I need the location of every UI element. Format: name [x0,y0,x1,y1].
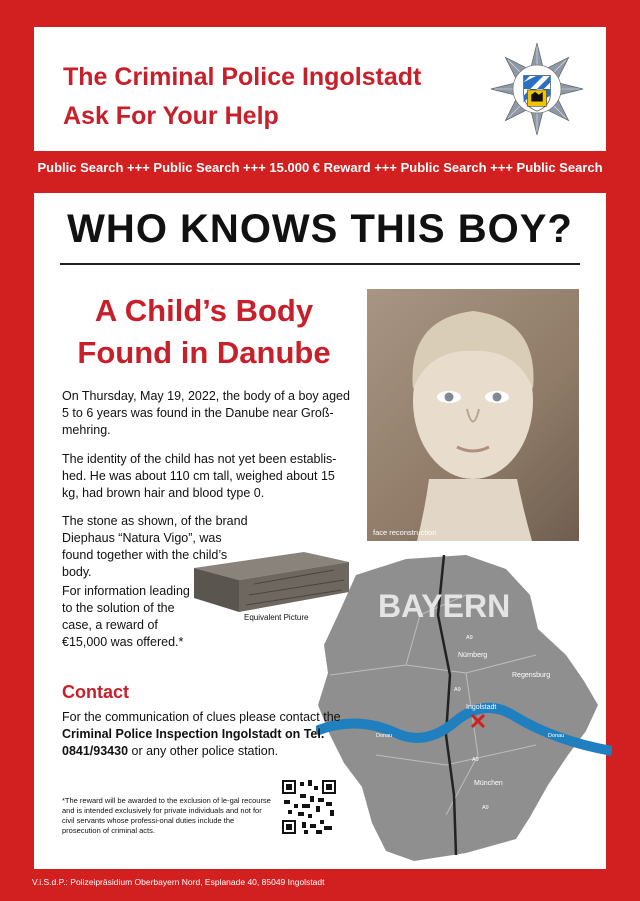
ticker-text: Public Search +++ Public Search +++ 15.000 € Reward +++ Public Search +++ Public Search [37,160,603,175]
main-panel [34,193,606,869]
bust-illustration [367,289,579,541]
map-road-a9-low: A9 [472,757,479,763]
contact-phone: Tel. 0841/93430 [62,727,325,758]
map-city-munchen: München [474,780,503,787]
divider [60,263,580,265]
map-city-nurnberg: Nürnberg [458,652,488,659]
face-reconstruction-image [367,289,579,541]
map-river-left: Donau [376,733,393,739]
paragraph-reward: For information leading to the solution of the case, a reward of €15,000 was offered.* [62,584,190,649]
paragraph-discovery: On Thursday, May 19, 2022, the body of a boy aged 5 to 6 years was found in the Danube near Groß-mehring. [62,389,350,437]
contact-text-after: or any other police station. [128,744,279,758]
map-region-label: BAYERN [378,588,511,624]
contact-text-before: For the communication of clues please contact the [62,710,341,724]
map-city-regensburg: Regensburg [512,672,551,679]
contact-inspection: Criminal Police Inspection Ingolstadt on [62,727,301,741]
paragraph-identity: The identity of the child has not yet been establis-hed. He was about 110 cm tall, weighed about 15 kg, had brown hair and blood type 0. [62,452,337,500]
reward-footnote: *The reward will be awarded to the exclusion of le-gal recourse and is intended exclusively for private individuals and not for civil servants whose professi-onal duties include the prosecution of criminal acts. [62,796,271,835]
subheadline-line2: Found in Danube [77,335,331,370]
header-panel [34,27,606,151]
map-road-a9-bottom: A9 [482,805,489,811]
contact-text [62,709,362,760]
map-city-ingolstadt: Ingolstadt [466,704,497,711]
bust-caption: face reconstruction [373,528,437,537]
stone-caption: Equivalent Picture [244,613,309,622]
page-title-line2: Ask For Your Help [63,102,279,130]
map-river-right: Donau [548,733,565,739]
police-star-icon [489,41,585,137]
map-road-a9-top: A9 [466,635,473,641]
headline: WHO KNOWS THIS BOY? [67,207,573,251]
page-title-line1: The Criminal Police Ingolstadt [63,63,422,91]
paragraph-stone: The stone as shown, of the brand Diephaus “Natura Vigo”, was found together with the child’s body. [62,514,248,579]
subheadline-line1: A Child’s Body [94,293,314,328]
qr-code-icon [280,778,338,836]
imprint: V.i.S.d.P.: Polizeipräsidium Oberbayern Nord, Esplanade 40, 85049 Ingolstadt [32,877,325,887]
contact-heading: Contact [62,682,129,702]
map-road-a9-mid: A9 [454,687,461,693]
